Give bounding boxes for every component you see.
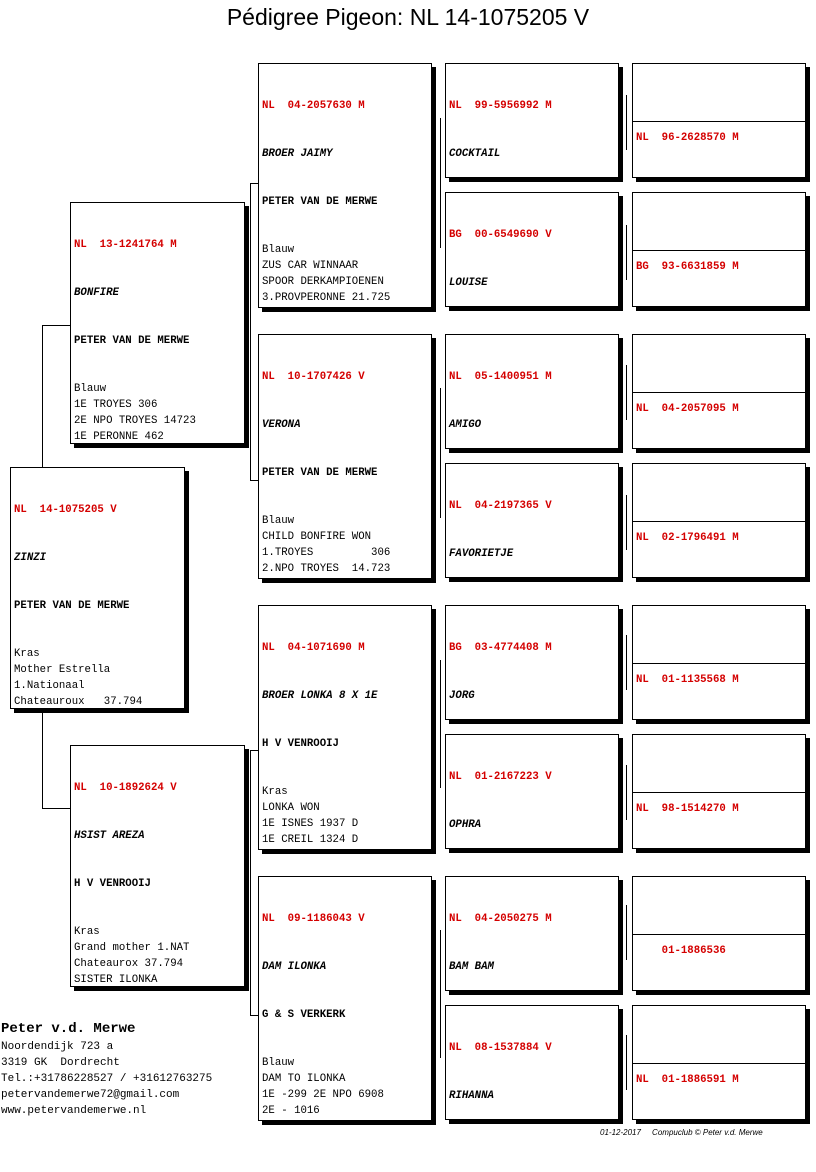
pigeon-detail-line: DAM TO ILONKA <box>262 1073 346 1085</box>
pigeon-detail-line: 2E - 1016 <box>262 1105 320 1117</box>
ring-number: NL 98-1514270 M <box>636 803 739 815</box>
connector-line <box>626 765 627 820</box>
pigeon-detail-line: Grand mother 1.NAT <box>74 942 190 954</box>
pigeon-detail-line: 1E -299 2E NPO 6908 <box>262 1089 384 1101</box>
connector-line <box>250 750 258 751</box>
pigeon-details <box>14 646 181 709</box>
connector-line <box>626 365 627 420</box>
pigeon-owner: H V VENROOIJ <box>262 738 339 750</box>
pigeon-detail-line: Chateauroux 37.794 <box>14 696 143 708</box>
connector-line <box>42 325 43 468</box>
ring-number: NL 04-2057095 M <box>636 403 739 415</box>
pigeon-pair-box <box>632 334 806 449</box>
pigeon-detail-line: SISTER ILONKA <box>74 974 158 986</box>
ring-number: NL 04-1071690 M <box>262 642 365 654</box>
pigeon-name: OPHRA <box>449 819 482 831</box>
pigeon-card-gg10[interactable] <box>636 769 802 825</box>
pigeon-card-gg6[interactable] <box>636 498 802 554</box>
ring-number: NL 04-2057630 M <box>262 100 365 112</box>
connector-line <box>250 480 258 481</box>
pigeon-detail-line: LONKA WON <box>262 802 320 814</box>
pigeon-detail-line: 2.NPO TROYES 14.723 <box>262 563 391 575</box>
pigeon-details <box>262 513 428 579</box>
pigeon-detail-line: SPOOR DERKAMPIOENEN <box>262 276 384 288</box>
pigeon-card-fff[interactable] <box>445 63 619 178</box>
connector-line <box>250 750 251 1015</box>
pigeon-card-father[interactable] <box>70 202 245 444</box>
pigeon-card-subject[interactable] <box>10 467 185 709</box>
ring-number: NL 05-1400951 M <box>449 371 552 383</box>
pigeon-owner: H V VENROOIJ <box>74 878 151 890</box>
pigeon-card-gg8[interactable] <box>636 640 802 696</box>
pigeon-name: BROER LONKA 8 X 1E <box>262 690 378 702</box>
pigeon-name: ZINZI <box>14 552 47 564</box>
pigeon-name: DAM ILONKA <box>262 961 327 973</box>
pigeon-detail-line: 3.PROVPERONNE 21.725 <box>262 292 391 304</box>
pigeon-card-mother[interactable] <box>70 745 245 987</box>
pigeon-details <box>262 784 428 850</box>
pigeon-detail-line: Blauw <box>262 1057 295 1069</box>
pigeon-card-gg2[interactable] <box>636 227 802 283</box>
pigeon-detail-line: 1.Nationaal <box>14 680 85 692</box>
pigeon-detail-line: Mother Estrella <box>14 664 111 676</box>
connector-line <box>440 118 441 248</box>
pigeon-detail-line <box>262 1119 428 1121</box>
breeder-info <box>1 1019 212 1119</box>
ring-number: NL 01-1135568 M <box>636 674 739 686</box>
pigeon-card-ffm[interactable] <box>445 192 619 307</box>
breeder-city: 3319 GK Dordrecht <box>1 1057 120 1069</box>
ring-number: NL 09-1186043 V <box>262 913 365 925</box>
pigeon-detail-line: 2E NPO TROYES 14723 <box>74 415 196 427</box>
connector-line <box>250 183 251 480</box>
pigeon-detail-line <box>262 848 428 850</box>
pigeon-detail-line: Chateaurox 37.794 <box>74 958 184 970</box>
ring-number: NL 14-1075205 V <box>14 504 117 516</box>
ring-number: NL 01-1886591 M <box>636 1074 739 1086</box>
pigeon-owner: PETER VAN DE MERWE <box>262 196 378 208</box>
pigeon-detail-line: ZUS CAR WINNAAR <box>262 260 359 272</box>
connector-line <box>250 183 258 184</box>
pigeon-owner: PETER VAN DE MERWE <box>14 600 130 612</box>
pigeon-detail-line: 1E CREIL 1324 D <box>262 834 359 846</box>
pigeon-card-gg0[interactable] <box>636 98 802 154</box>
connector-line <box>626 905 627 960</box>
pigeon-detail-line: Blauw <box>262 515 295 527</box>
ring-number: 01-1886536 <box>636 945 726 957</box>
footer-date: 01-12-2017 <box>600 1128 641 1137</box>
pigeon-detail-line: Kras <box>14 648 40 660</box>
pigeon-card-fmf[interactable] <box>445 334 619 449</box>
ring-number: NL 10-1892624 V <box>74 782 177 794</box>
pigeon-name: JORG <box>449 690 475 702</box>
pigeon-name: BROER JAIMY <box>262 148 333 160</box>
pigeon-card-mf[interactable] <box>258 605 432 850</box>
breeder-phone: Tel.:+31786228527 / +31612763275 <box>1 1073 213 1085</box>
pigeon-details <box>74 381 241 444</box>
footer-credit: Compuclub © Peter v.d. Merwe <box>652 1128 763 1137</box>
pigeon-name: COCKTAIL <box>449 148 501 160</box>
pigeon-card-gg4[interactable] <box>636 369 802 425</box>
pigeon-card-gg14[interactable] <box>636 1040 802 1096</box>
pigeon-name: FAVORIETJE <box>449 548 514 560</box>
breeder-website[interactable]: www.petervandemerwe.nl <box>1 1105 147 1117</box>
ring-number: NL 04-2050275 M <box>449 913 552 925</box>
ring-number: NL 04-2197365 V <box>449 500 552 512</box>
pigeon-pair-box <box>632 192 806 307</box>
pigeon-detail-line: Blauw <box>262 244 295 256</box>
pigeon-pair-box <box>632 876 806 991</box>
pigeon-detail-line: 1E TROYES 306 <box>74 399 158 411</box>
pigeon-name: LOUISE <box>449 277 488 289</box>
pigeon-owner: G & S VERKERK <box>262 1009 346 1021</box>
connector-line <box>440 660 441 788</box>
pigeon-name: VERONA <box>262 419 301 431</box>
pigeon-owner: PETER VAN DE MERWE <box>74 335 190 347</box>
pigeon-detail-line: Kras <box>262 786 288 798</box>
ring-number: NL 99-5956992 M <box>449 100 552 112</box>
footer <box>600 1128 763 1137</box>
pigeon-pair-box <box>632 1005 806 1120</box>
pigeon-card-gg12[interactable] <box>636 911 802 967</box>
connector-line <box>626 635 627 690</box>
ring-number: BG 03-4774408 M <box>449 642 552 654</box>
pigeon-name: RIHANNA <box>449 1090 494 1102</box>
pigeon-pair-box <box>632 734 806 849</box>
connector-line <box>626 1035 627 1090</box>
ring-number: NL 02-1796491 M <box>636 532 739 544</box>
pigeon-card-mfm[interactable] <box>445 734 619 849</box>
pigeon-name: AMIGO <box>449 419 482 431</box>
pigeon-detail-line <box>262 306 428 308</box>
pigeon-owner: PETER VAN DE MERWE <box>262 467 378 479</box>
page-title: Pédigree Pigeon: NL 14-1075205 V <box>226 4 590 30</box>
pigeon-detail-line <box>262 577 428 579</box>
pigeon-name: BAM BAM <box>449 961 494 973</box>
pigeon-pair-box <box>632 605 806 720</box>
pigeon-card-fmm[interactable] <box>445 463 619 578</box>
pigeon-detail-line: 1E ISNES 1937 D <box>262 818 359 830</box>
connector-line <box>42 325 70 326</box>
pigeon-card-mmf[interactable] <box>445 876 619 991</box>
ring-number: BG 93-6631859 M <box>636 261 739 273</box>
pigeon-detail-line: CHILD BONFIRE WON <box>262 531 372 543</box>
pigeon-detail-line: 1E PERONNE 462 <box>74 431 164 443</box>
connector-line <box>626 225 627 280</box>
pigeon-detail-line: 1.TROYES 306 <box>262 547 391 559</box>
pigeon-details <box>74 924 241 987</box>
connector-line <box>440 930 441 1058</box>
connector-line <box>440 388 441 518</box>
pigeon-card-mm[interactable] <box>258 876 432 1121</box>
breeder-name: Peter v.d. Merwe <box>1 1021 136 1037</box>
breeder-address: Noordendijk 723 a <box>1 1041 114 1053</box>
ring-number: NL 13-1241764 M <box>74 239 177 251</box>
pigeon-card-ff[interactable] <box>258 63 432 308</box>
ring-number: BG 00-6549690 V <box>449 229 552 241</box>
connector-line <box>626 95 627 150</box>
pigeon-details <box>262 1055 428 1121</box>
pigeon-detail-line: Kras <box>74 926 100 938</box>
pigeon-card-mff[interactable] <box>445 605 619 720</box>
connector-line <box>250 1015 258 1016</box>
pigeon-pair-box <box>632 63 806 178</box>
ring-number: NL 01-2167223 V <box>449 771 552 783</box>
ring-number: NL 08-1537884 V <box>449 1042 552 1054</box>
pigeon-card-fm[interactable] <box>258 334 432 579</box>
connector-line <box>42 808 70 809</box>
ring-number: NL 10-1707426 V <box>262 371 365 383</box>
breeder-email[interactable]: petervandemerwe72@gmail.com <box>1 1089 180 1101</box>
ring-number: NL 96-2628570 M <box>636 132 739 144</box>
pigeon-pair-box <box>632 463 806 578</box>
pigeon-detail-line: Blauw <box>74 383 107 395</box>
pigeon-details <box>262 242 428 308</box>
connector-line <box>42 708 43 808</box>
pigeon-name: BONFIRE <box>74 287 119 299</box>
pigeon-name: HSIST AREZA <box>74 830 145 842</box>
pigeon-card-mmm[interactable] <box>445 1005 619 1120</box>
connector-line <box>626 495 627 550</box>
